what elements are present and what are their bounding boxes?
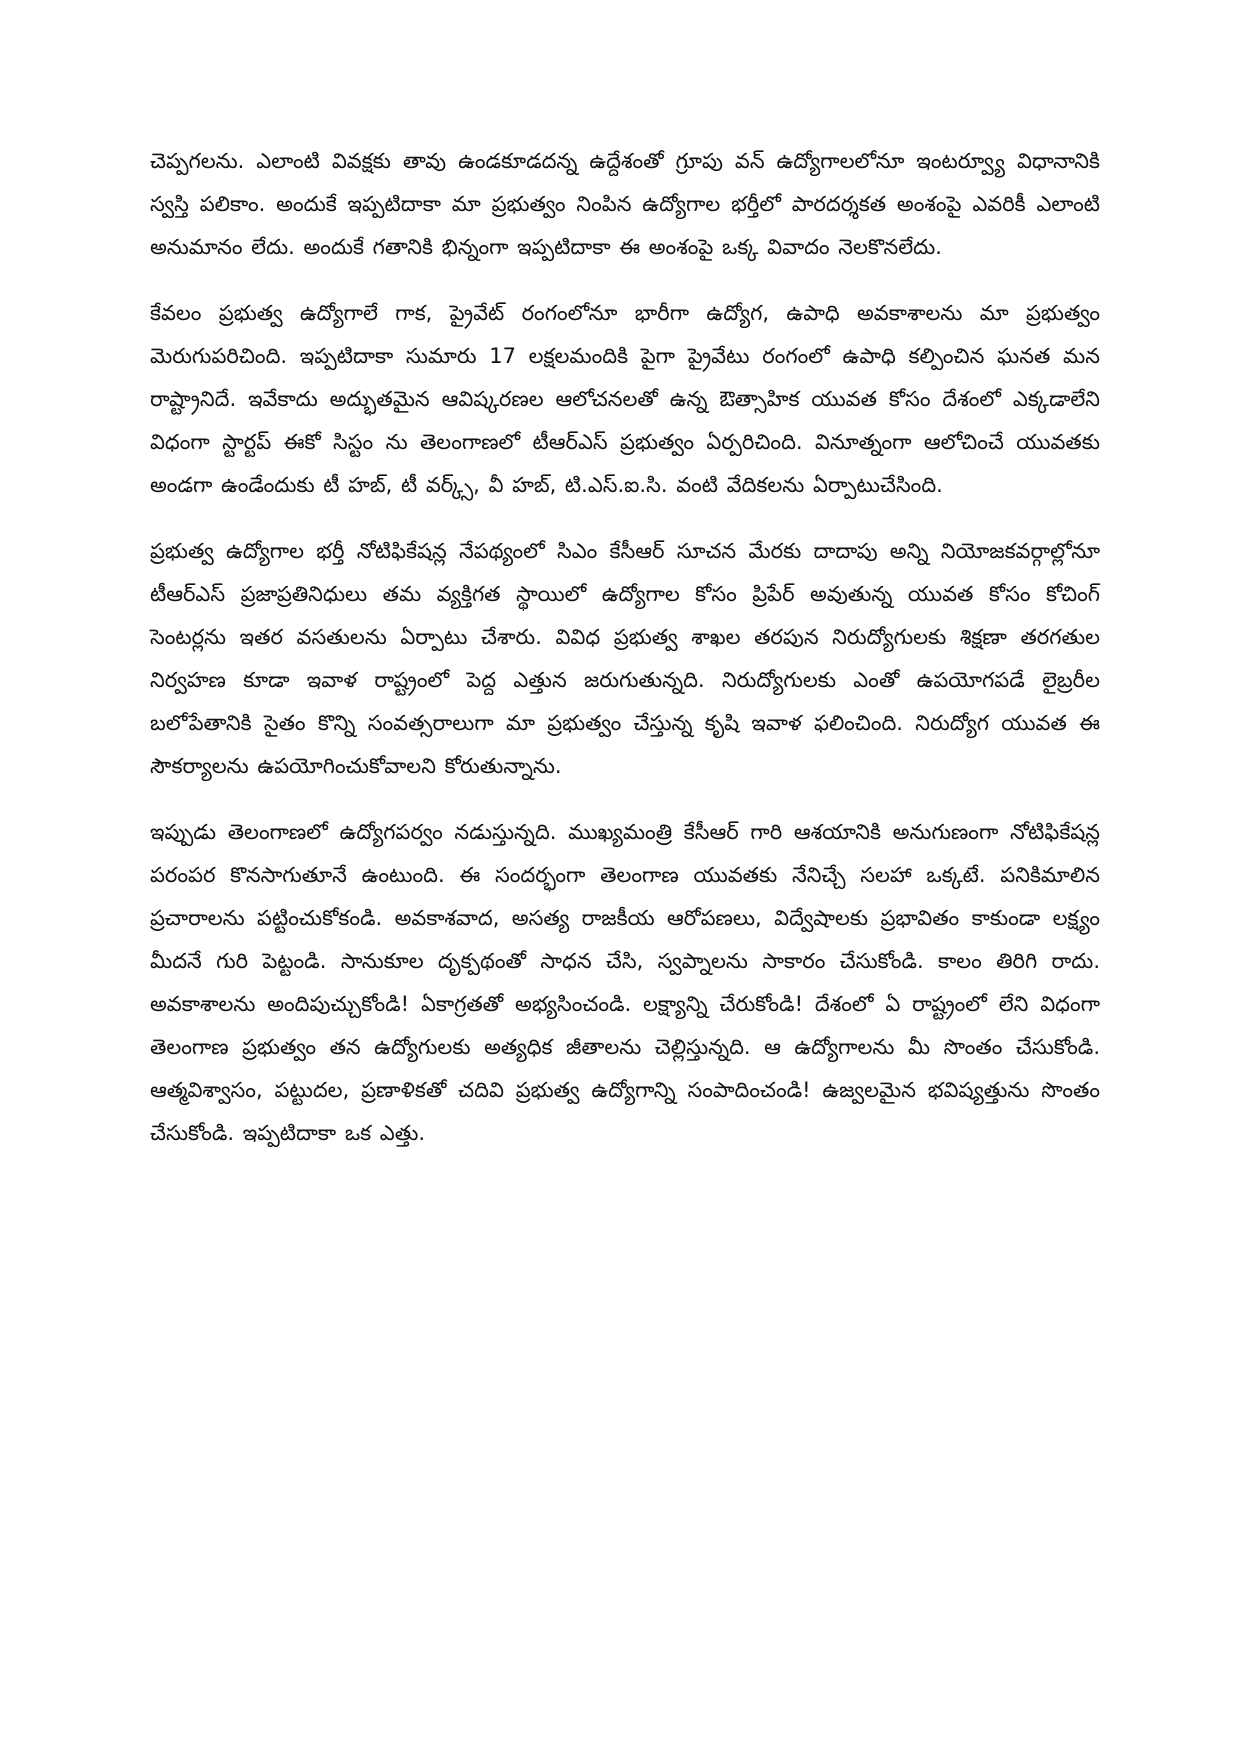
paragraph-4: ఇప్పుడు తెలంగాణలో ఉద్యోగపర్వం నడుస్తున్నది. ముఖ్యమంత్రి కేసీఆర్ గారి ఆశయానికి అనుగుణంగా నోటిఫికేషన్ల పరంపర కొనసాగుతూనే ఉంటుంది. ఈ సందర్భంగా తెలంగాణ యువతకు నేనిచ్చే సలహా ఒక్కటే. పనికిమాలిన ప్రచారాలను పట్టించుకోకండి. అవకాశవాద, అసత్య రాజకీయ ఆరోపణలు, విద్వేషాలకు ప్రభావితం కాకుండా లక్ష్యం మీదనే గురి పెట్టండి. సానుకూల దృక్పథంతో సాధన చేసి, స్వప్నాలను సాకారం చేసుకోండి. కాలం తిరిగి రాదు. అవకాశాలను అందిపుచ్చుకోండి! ఏకాగ్రతతో అభ్యసించండి. లక్ష్యాన్ని చేరుకోండి! దేశంలో ఏ రాష్ట్రంలో లేని విధంగా తెలంగాణ ప్రభుత్వం తన ఉద్యోగులకు అత్యధిక జీతాలను చెల్లిస్తున్నది. ఆ ఉద్యోగాలను మీ సొంతం చేసుకోండి. ఆత్మవిశ్వాసం, పట్టుదల, ప్రణాళికతో చదివి ప్రభుత్వ ఉద్యోగాన్ని సంపాదించండి! ఉజ్వలమైన భవిష్యత్తును సొంతం చేసుకోండి. ఇప్పటిదాకా ఒక ఎత్తు. bbox=[150, 820, 1100, 1145]
document-page bbox=[150, 140, 1100, 1178]
paragraph-2: కేవలం ప్రభుత్వ ఉద్యోగాలే గాక, ప్రైవేట్ రంగంలోనూ భారీగా ఉద్యోగ, ఉపాధి అవకాశాలను మా ప్రభుత్వం మెరుగుపరిచింది. ఇప్పటిదాకా సుమారు 17 లక్షలమందికి పైగా ప్రైవేటు రంగంలో ఉపాధి కల్పించిన ఘనత మన రాష్ట్రానిదే. ఇవేకాదు అద్భుతమైన ఆవిష్కరణల ఆలోచనలతో ఉన్న ఔత్సాహిక యువత కోసం దేశంలో ఎక్కడాలేని విధంగా స్టార్టప్ ఈకో సిస్టం ను తెలంగాణలో టీఆర్ఎస్ ప్రభుత్వం ఏర్పరిచింది. వినూత్నంగా ఆలోచించే యువతకు అండగా ఉండేందుకు టీ హబ్, టీ వర్క్స్, వీ హబ్, టి.ఎస్.ఐ.సి. వంటి వేదికలను ఏర్పాటుచేసింది. bbox=[150, 301, 1100, 497]
paragraph-1: చెప్పగలను. ఎలాంటి వివక్షకు తావు ఉండకూడదన్న ఉద్దేశంతో గ్రూపు వన్ ఉద్యోగాలలోనూ ఇంటర్వ్యూ విధానానికి స్వస్తి పలికాం. అందుకే ఇప్పటిదాకా మా ప్రభుత్వం నింపిన ఉద్యోగాల భర్తీలో పారదర్శకత అంశంపై ఎవరికీ ఎలాంటి అనుమానం లేదు. అందుకే గతానికి భిన్నంగా ఇప్పటిదాకా ఈ అంశంపై ఒక్క వివాదం నెలకొనలేదు. bbox=[150, 149, 1100, 259]
paragraph-3: ప్రభుత్వ ఉద్యోగాల భర్తీ నోటిఫికేషన్ల నేపథ్యంలో సిఎం కేసీఆర్ సూచన మేరకు దాదాపు అన్ని నియోజకవర్గాల్లోనూ టీఆర్ఎస్ ప్రజాప్రతినిధులు తమ వ్యక్తిగత స్థాయిలో ఉద్యోగాల కోసం ప్రిపేర్ అవుతున్న యువత కోసం కోచింగ్ సెంటర్లను ఇతర వసతులను ఏర్పాటు చేశారు. వివిధ ప్రభుత్వ శాఖల తరపున నిరుద్యోగులకు శిక్షణా తరగతుల నిర్వహణ కూడా ఇవాళ రాష్ట్రంలో పెద్ద ఎత్తున జరుగుతున్నది. నిరుద్యోగులకు ఎంతో ఉపయోగపడే లైబ్రరీల బలోపేతానికి సైతం కొన్ని సంవత్సరాలుగా మా ప్రభుత్వం చేస్తున్న కృషి ఇవాళ ఫలించింది. నిరుద్యోగ యువత ఈ సౌకర్యాలను ఉపయోగించుకోవాలని కోరుతున్నాను. bbox=[150, 539, 1100, 778]
